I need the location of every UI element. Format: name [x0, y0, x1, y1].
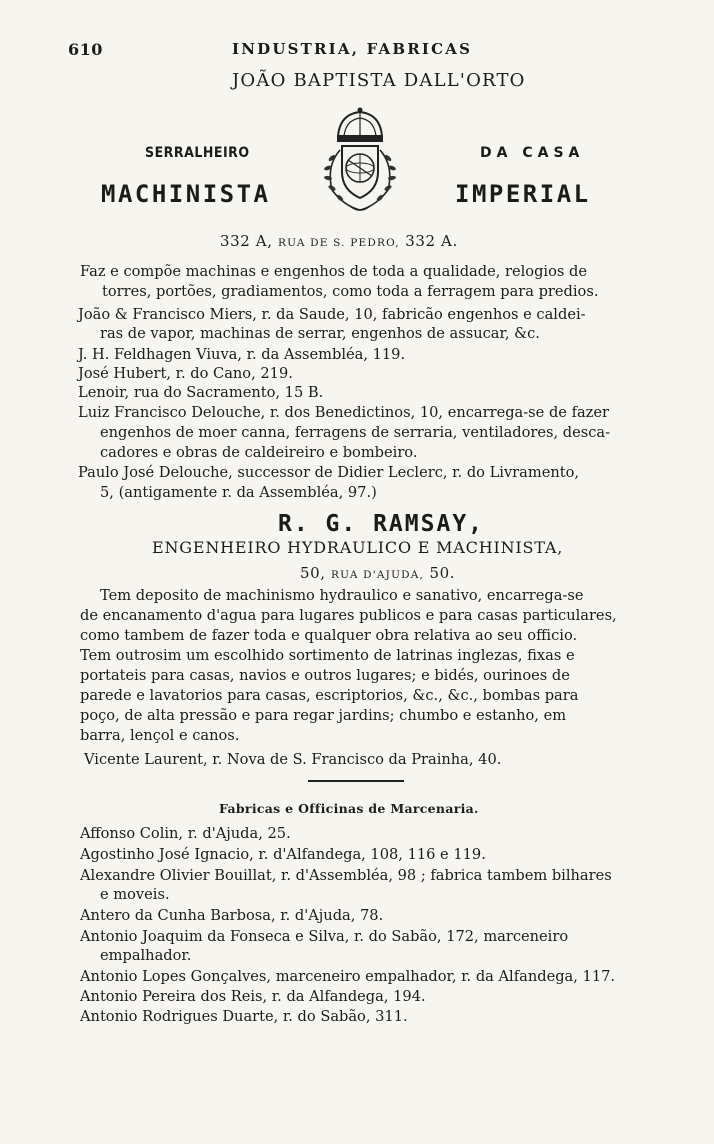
- imperial-coat-of-arms-icon: [310, 106, 410, 220]
- ramsay-name: R. G. RAMSAY,: [278, 511, 485, 537]
- advert-address: 332 A, RUA DE S. PEDRO, 332 A.: [220, 232, 458, 250]
- ramsay-paragraph-line: Tem outrosim um escolhido sortimento de latrinas inglezas, fixas e: [80, 647, 575, 664]
- list-item: Antonio Pereira dos Reis, r. da Alfandega, 194.: [80, 988, 426, 1005]
- list-item: Lenoir, rua do Sacramento, 15 B.: [78, 384, 324, 401]
- list-item-continuation: empalhador.: [100, 947, 192, 964]
- list-item-continuation: engenhos de moer canna, ferragens de serraria, ventiladores, desca-: [100, 424, 611, 441]
- list-item-continuation: e moveis.: [100, 886, 170, 903]
- list-item: Luiz Francisco Delouche, r. dos Benedictinos, 10, encarrega-se de fazer: [78, 404, 609, 421]
- list-item: Paulo José Delouche, successor de Didier Leclerc, r. do Livramento,: [78, 464, 580, 481]
- ramsay-paragraph-line: portateis para casas, navios e outros lugares; e bidés, ourinoes de: [80, 667, 570, 684]
- list-item: Affonso Colin, r. d'Ajuda, 25.: [80, 825, 291, 842]
- running-title: INDUSTRIA, FABRICAS: [232, 40, 473, 58]
- trade-imperial: IMPERIAL: [455, 180, 591, 208]
- ramsay-paragraph-line: Tem deposito de machinismo hydraulico e sanativo, encarrega-se: [100, 587, 584, 604]
- list-item: Antonio Lopes Gonçalves, marceneiro empalhador, r. da Alfandega, 117.: [80, 968, 616, 985]
- list-item: Antonio Joaquim da Fonseca e Silva, r. do Sabão, 172, marceneiro: [80, 928, 569, 945]
- list-item: Agostinho José Ignacio, r. d'Alfandega, 108, 116 e 119.: [80, 846, 486, 863]
- advert-desc-line1: Faz e compõe machinas e engenhos de toda a qualidade, relogios de: [80, 263, 587, 280]
- ramsay-title: ENGENHEIRO HYDRAULICO E MACHINISTA,: [152, 538, 564, 557]
- trade-serralheiro: SERRALHEIRO: [145, 145, 250, 161]
- trade-machinista: MACHINISTA: [101, 180, 271, 208]
- list-item: José Hubert, r. do Cano, 219.: [78, 365, 293, 382]
- list-item: Vicente Laurent, r. Nova de S. Francisco da Prainha, 40.: [84, 751, 502, 768]
- firm-name: JOÃO BAPTISTA DALL'ORTO: [232, 70, 526, 91]
- list-item: Antero da Cunha Barbosa, r. d'Ajuda, 78.: [80, 907, 384, 924]
- list-item: Alexandre Olivier Bouillat, r. d'Assembléa, 98 ; fabrica tambem bilhares: [80, 867, 612, 884]
- ramsay-paragraph-line: de encanamento d'agua para lugares publicos e para casas particulares,: [80, 607, 617, 624]
- page-number: 610: [68, 40, 103, 59]
- list-item-continuation: ras de vapor, machinas de serrar, engenhos de assucar, &c.: [100, 325, 540, 342]
- ramsay-paragraph-line: parede e lavatorios para casas, escriptorios, &c., &c., bombas para: [80, 687, 579, 704]
- list-item-continuation: 5, (antigamente r. da Assembléa, 97.): [100, 484, 377, 501]
- list-item: J. H. Feldhagen Viuva, r. da Assembléa, 119.: [78, 346, 406, 363]
- list-item: Antonio Rodrigues Duarte, r. do Sabão, 311.: [80, 1008, 408, 1025]
- list-item-continuation: cadores e obras de caldeireiro e bombeiro.: [100, 444, 418, 461]
- section-divider: [308, 780, 404, 782]
- advert-desc-line2: torres, portões, gradiamentos, como toda a ferragem para predios.: [102, 283, 599, 300]
- list-item: João & Francisco Miers, r. da Saude, 10, fabricão engenhos e caldei-: [78, 306, 586, 323]
- ramsay-paragraph-line: barra, lençol e canos.: [80, 727, 240, 744]
- trade-da-casa: DA CASA: [480, 145, 585, 161]
- ramsay-address: 50, RUA D'AJUDA, 50.: [300, 564, 456, 582]
- ramsay-paragraph-line: como tambem de fazer toda e qualquer obra relativa ao seu officio.: [80, 627, 578, 644]
- ramsay-paragraph-line: poço, de alta pressão e para regar jardins; chumbo e estanho, em: [80, 707, 567, 724]
- section-title: Fabricas e Officinas de Marcenaria.: [219, 801, 479, 816]
